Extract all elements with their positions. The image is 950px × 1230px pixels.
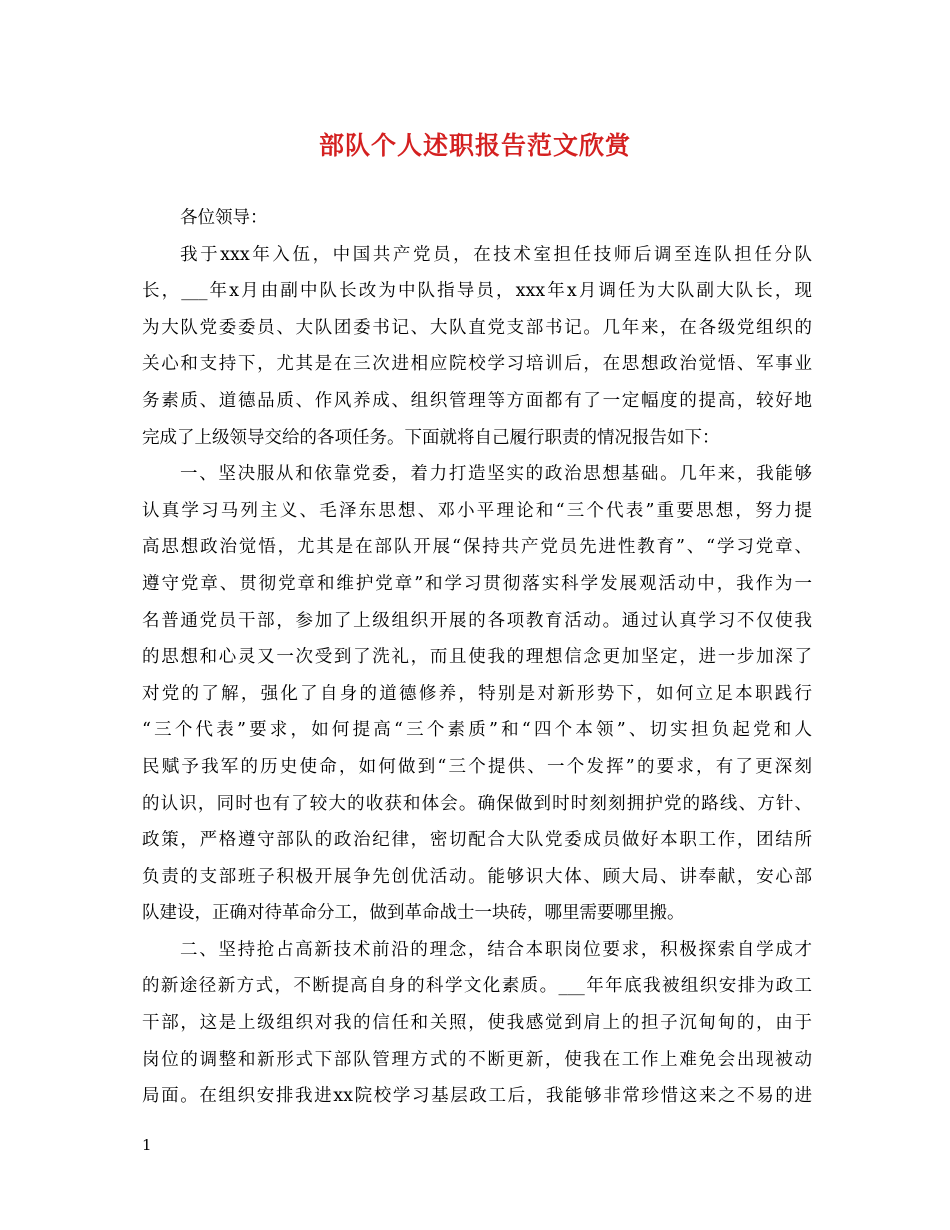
body-line: 的认识，同时也有了较大的收获和体会。确保做到时时刻刻拥护党的路线、方针、 — [142, 793, 812, 814]
body-line: 负责的支部班子积极开展争先创优活动。能够识大体、顾大局、讲奉献，安心部 — [142, 866, 812, 887]
body-line: “三个代表”要求，如何提高“三个素质”和“四个本领”、切实担负起党和人 — [142, 720, 812, 741]
body-line: 一、坚决服从和依靠党委，着力打造坚实的政治思想基础。几年来，我能够 — [180, 464, 812, 485]
body-line: 名普通党员干部，参加了上级组织开展的各项教育活动。通过认真学习不仅使我 — [142, 610, 812, 631]
body-line: 关心和支持下，尤其是在三次进相应院校学习培训后，在思想政治觉悟、军事业 — [142, 354, 812, 375]
salutation: 各位领导： — [180, 208, 268, 228]
body-line: 岗位的调整和新形式下部队管理方式的不断更新，使我在工作上难免会出现被动 — [142, 1049, 812, 1070]
body-line: 为大队党委委员、大队团委书记、大队直党支部书记。几年来，在各级党组织的 — [142, 317, 812, 338]
body-line: 务素质、道德品质、作风养成、组织管理等方面都有了一定幅度的提高，较好地 — [142, 390, 812, 411]
document-body — [142, 200, 812, 1115]
body-line: 完成了上级领导交给的各项任务。下面就将自己履行职责的情况报告如下： — [142, 427, 720, 448]
body-line: 干部，这是上级组织对我的信任和关照，使我感觉到肩上的担子沉甸甸的，由于 — [142, 1013, 812, 1034]
body-line: 认真学习马列主义、毛泽东思想、邓小平理论和“三个代表”重要思想，努力提 — [142, 500, 812, 521]
body-line: 高思想政治觉悟，尤其是在部队开展“保持共产党员先进性教育”、“学习党章、 — [142, 537, 812, 558]
body-line: 对党的了解，强化了自身的道德修养，特别是对新形势下，如何立足本职践行 — [142, 683, 812, 704]
body-line: 的思想和心灵又一次受到了洗礼，而且使我的理想信念更加坚定，进一步加深了 — [142, 647, 812, 668]
body-line: 民赋予我军的历史使命，如何做到“三个提供、一个发挥”的要求，有了更深刻 — [142, 756, 812, 777]
body-line: 长，___年x月由副中队长改为中队指导员，xxx年x月调任为大队副大队长，现 — [142, 281, 812, 302]
body-line: 二、坚持抢占高新技术前沿的理念，结合本职岗位要求，积极探索自学成才 — [180, 939, 812, 960]
page-number: 1 — [142, 1136, 152, 1154]
body-line: 政策，严格遵守部队的政治纪律，密切配合大队党委成员做好本职工作，团结所 — [142, 830, 812, 851]
body-line: 我于xxx年入伍，中国共产党员，在技术室担任技师后调至连队担任分队 — [180, 244, 812, 265]
body-line: 的新途径新方式，不断提高自身的科学文化素质。___年年底我被组织安排为政工 — [142, 976, 812, 997]
body-line: 队建设，正确对待革命分工，做到革命战士一块砖，哪里需要哪里搬。 — [142, 903, 685, 924]
body-line: 遵守党章、贯彻党章和维护党章”和学习贯彻落实科学发展观活动中，我作为一 — [142, 573, 812, 594]
document-title: 部队个人述职报告范文欣赏 — [318, 131, 631, 160]
body-line: 局面。在组织安排我进xx院校学习基层政工后，我能够非常珍惜这来之不易的进 — [142, 1086, 812, 1107]
